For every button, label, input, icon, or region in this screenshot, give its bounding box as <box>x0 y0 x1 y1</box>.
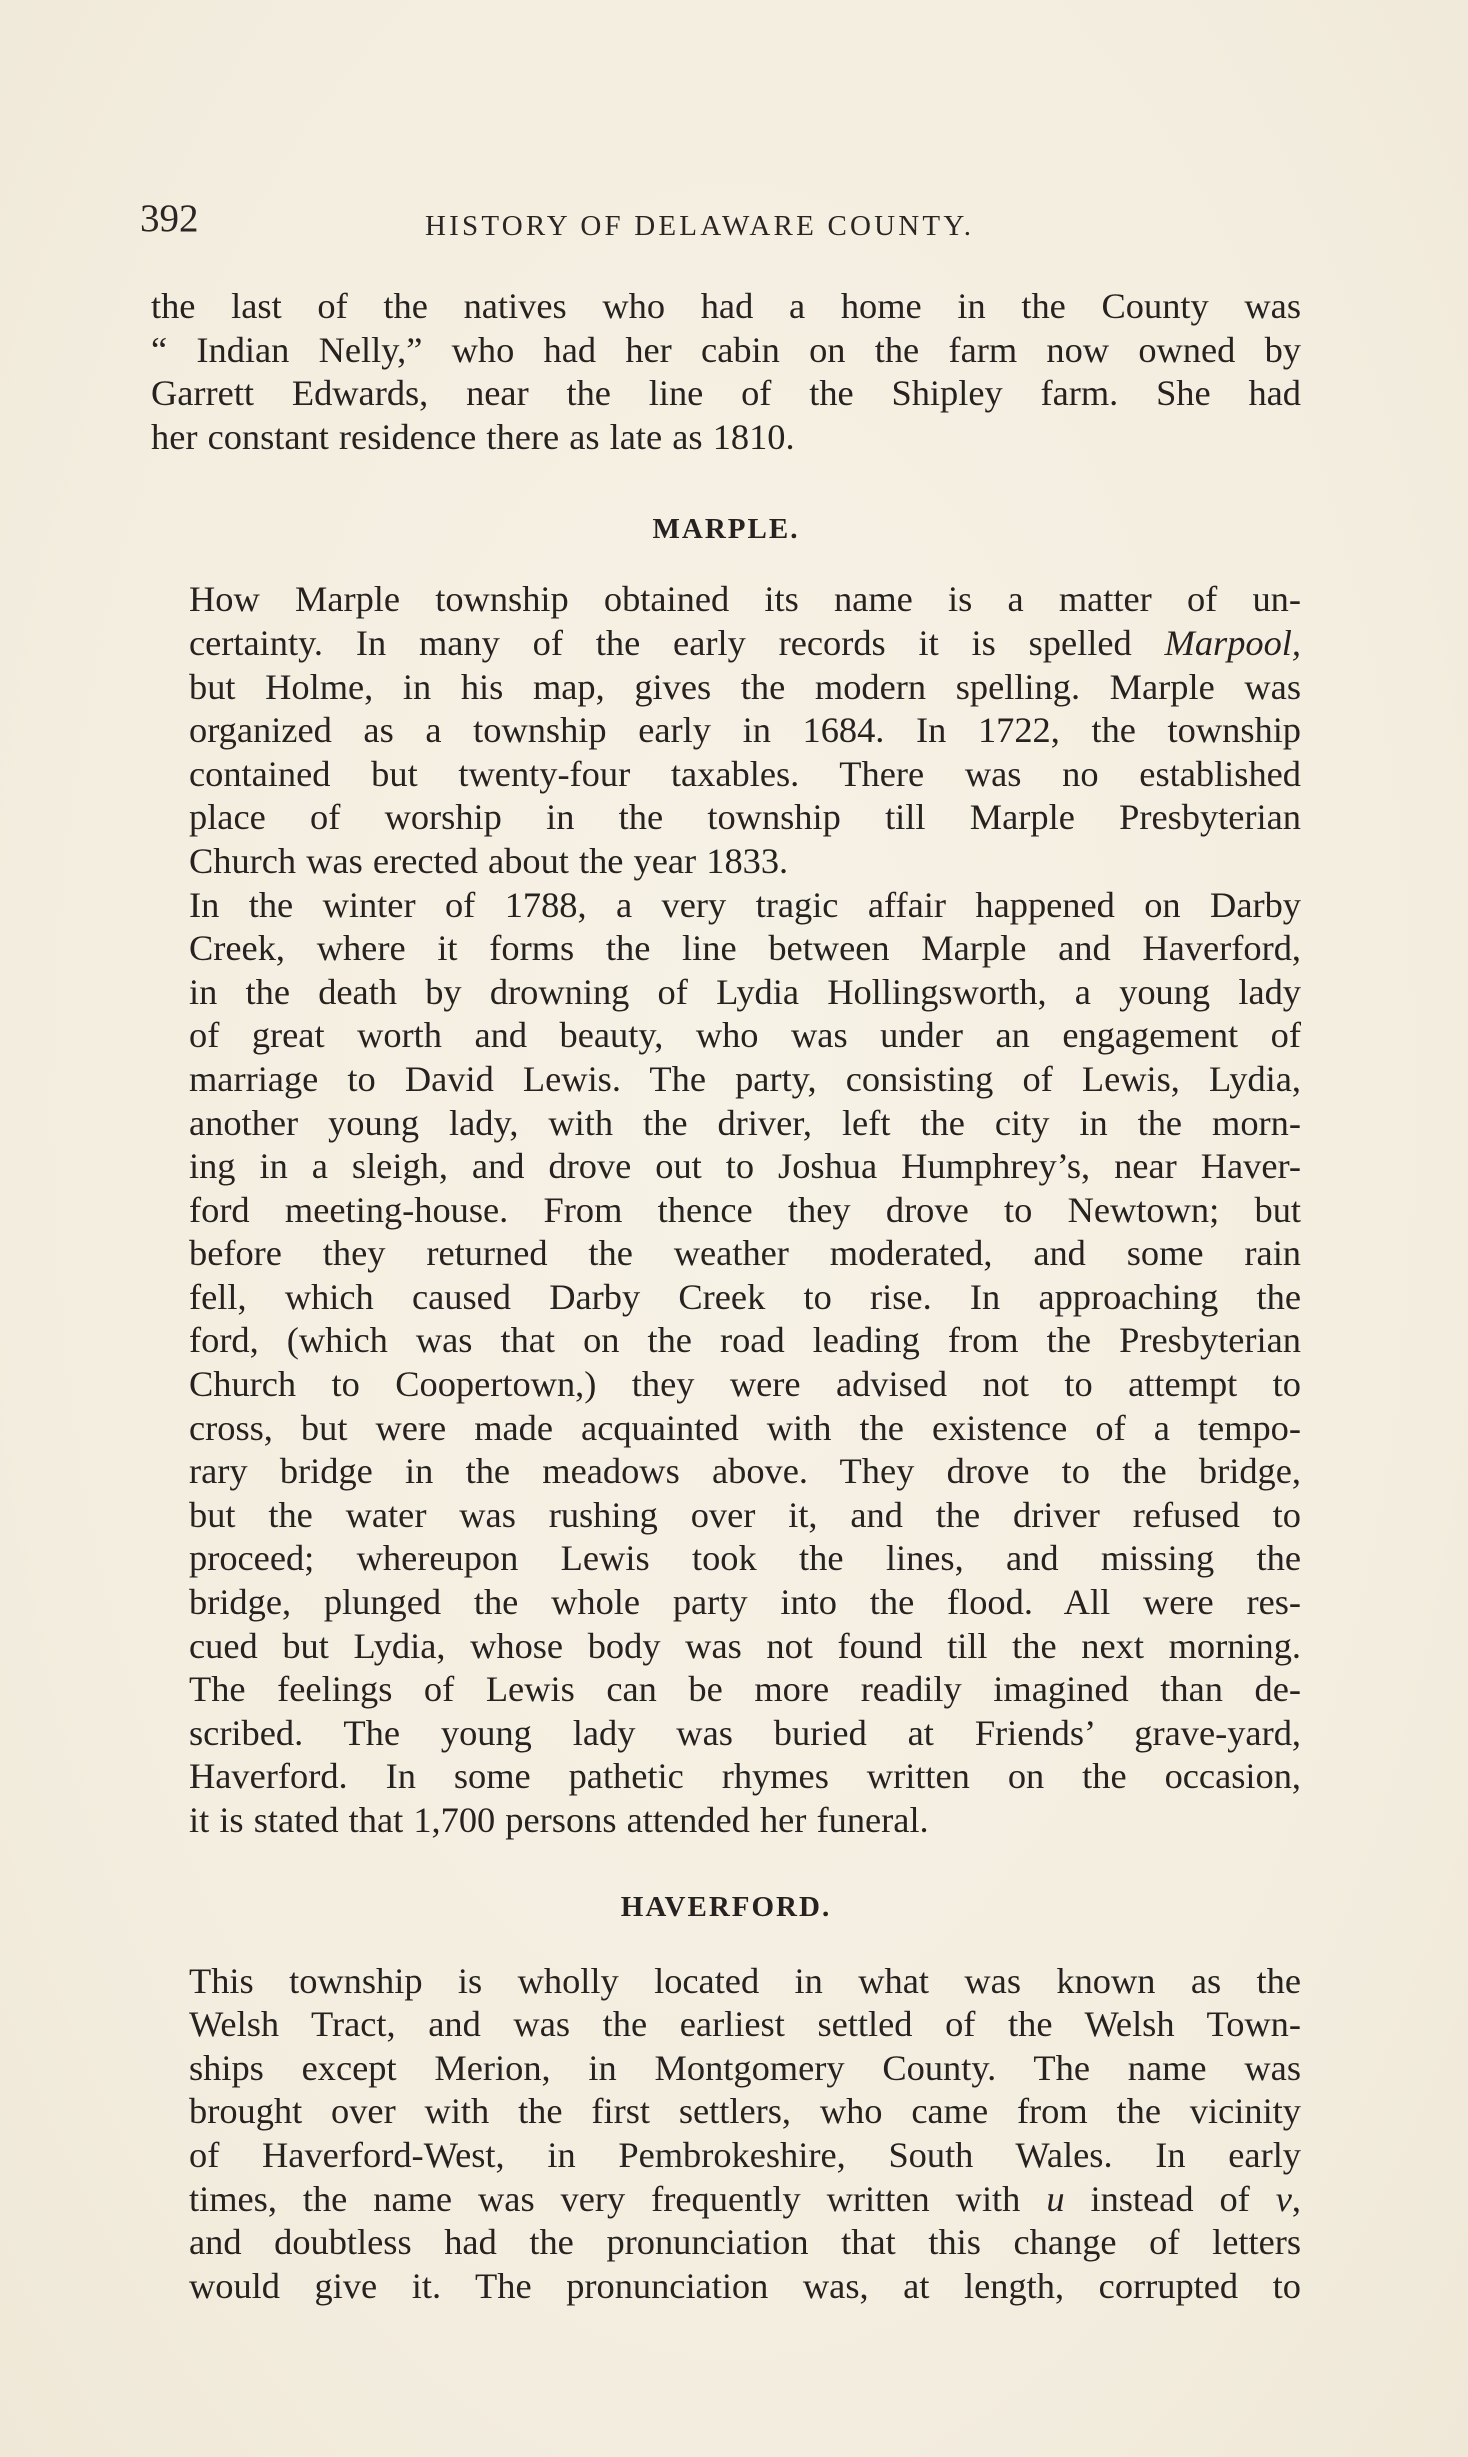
text-line: the last of the natives who had a home in the County was <box>151 286 1301 326</box>
text-line: rary bridge in the meadows above. They drove to the bridge, <box>189 1451 1301 1492</box>
text-line: before they returned the weather moderated, and some rain <box>189 1233 1301 1274</box>
text-line: ing in a sleigh, and drove out to Joshua Humphrey’s, near Haver- <box>189 1146 1301 1187</box>
text-line: it is stated that 1,700 persons attended her funeral. <box>189 1800 929 1840</box>
text-line: This township is wholly located in what was known as the <box>189 1960 1301 2001</box>
text-line: cross, but were made acquainted with the existence of a tempo- <box>189 1407 1301 1448</box>
text-line: another young lady, with the driver, left the city in the morn- <box>189 1102 1301 1143</box>
page-header <box>140 196 1320 256</box>
section-heading-haverford: HAVERFORD. <box>620 1890 832 1923</box>
text-line: cued but Lydia, whose body was not found till the next morning. <box>189 1625 1301 1666</box>
text-line <box>151 2178 1301 2222</box>
text-fragment: , <box>1291 2178 1301 2219</box>
text-line: Welsh Tract, and was the earliest settled of the Welsh Town- <box>189 2004 1301 2045</box>
text-line: In the winter of 1788, a very tragic affair happened on Darby <box>189 884 1301 925</box>
text-line: organized as a township early in 1684. In 1722, the township <box>189 710 1301 751</box>
text-line: scribed. The young lady was buried at Friends’ grave-yard, <box>189 1712 1301 1753</box>
text-line: Creek, where it forms the line between Marple and Haverford, <box>189 928 1301 969</box>
text-line: marriage to David Lewis. The party, consisting of Lewis, Lydia, <box>189 1058 1301 1099</box>
text-line: her constant residence there as late as 1810. <box>151 416 795 457</box>
text-line: but the water was rushing over it, and the driver refused to <box>189 1494 1301 1535</box>
text-line: contained but twenty-four taxables. There was no established <box>189 753 1301 794</box>
text-line: ford meeting-house. From thence they drove to Newtown; but <box>189 1189 1301 1230</box>
marple-paragraph-1 <box>151 578 1301 883</box>
text-line: would give it. The pronunciation was, at length, corrupted to <box>189 2265 1301 2306</box>
intro-paragraph <box>151 285 1301 459</box>
text-line: Garrett Edwards, near the line of the Shipley farm. She had <box>151 373 1301 414</box>
running-head: HISTORY OF DELAWARE COUNTY. <box>425 210 975 242</box>
text-line: ships except Merion, in Montgomery County. The name was <box>189 2047 1301 2088</box>
text-line: in the death by drowning of Lydia Hollingsworth, a young lady <box>189 971 1301 1012</box>
text-line: of great worth and beauty, who was under an engagement of <box>189 1015 1301 1056</box>
text-line: but Holme, in his map, gives the modern spelling. Marple was <box>189 666 1301 707</box>
italic-word: Marpool, <box>1164 622 1301 663</box>
text-line: place of worship in the township till Marple Presbyterian <box>189 797 1301 838</box>
italic-letter-v: v <box>1275 2178 1292 2219</box>
text-fragment: instead of <box>1064 2178 1276 2219</box>
text-line: of Haverford-West, in Pembrokeshire, South Wales. In early <box>189 2134 1301 2175</box>
section-heading-marple: MARPLE. <box>652 513 800 546</box>
text-line: bridge, plunged the whole party into the flood. All were res- <box>189 1582 1301 1623</box>
text-body <box>151 285 1301 2308</box>
page-number: 392 <box>140 197 199 240</box>
text-line: Haverford. In some pathetic rhymes written on the occasion, <box>189 1756 1301 1797</box>
text-line: brought over with the first settlers, who came from the vicinity <box>189 2091 1301 2132</box>
text-line: The feelings of Lewis can be more readily imagined than de- <box>189 1669 1301 1710</box>
text-line: proceed; whereupon Lewis took the lines, and missing the <box>189 1538 1301 1579</box>
text-line: fell, which caused Darby Creek to rise. In approaching the <box>189 1276 1301 1317</box>
text-line: and doubtless had the pronunciation that this change of letters <box>189 2222 1301 2263</box>
text-line <box>151 622 1301 666</box>
text-line: “ Indian Nelly,” who had her cabin on the farm now owned by <box>151 329 1301 370</box>
text-line: ford, (which was that on the road leading from the Presbyterian <box>189 1320 1301 1361</box>
text-line: How Marple township obtained its name is a matter of un- <box>189 579 1301 620</box>
text-line: Church to Coopertown,) they were advised not to attempt to <box>189 1364 1301 1405</box>
text-fragment: times, the name was very frequently written with <box>189 2178 1047 2219</box>
italic-letter-u: u <box>1046 2178 1065 2219</box>
text-line: Church was erected about the year 1833. <box>189 840 789 881</box>
marple-paragraph-2 <box>151 884 1301 1843</box>
haverford-paragraph-1 <box>151 1960 1301 2309</box>
text-fragment: certainty. In many of the early records it is spelled <box>189 622 1165 663</box>
